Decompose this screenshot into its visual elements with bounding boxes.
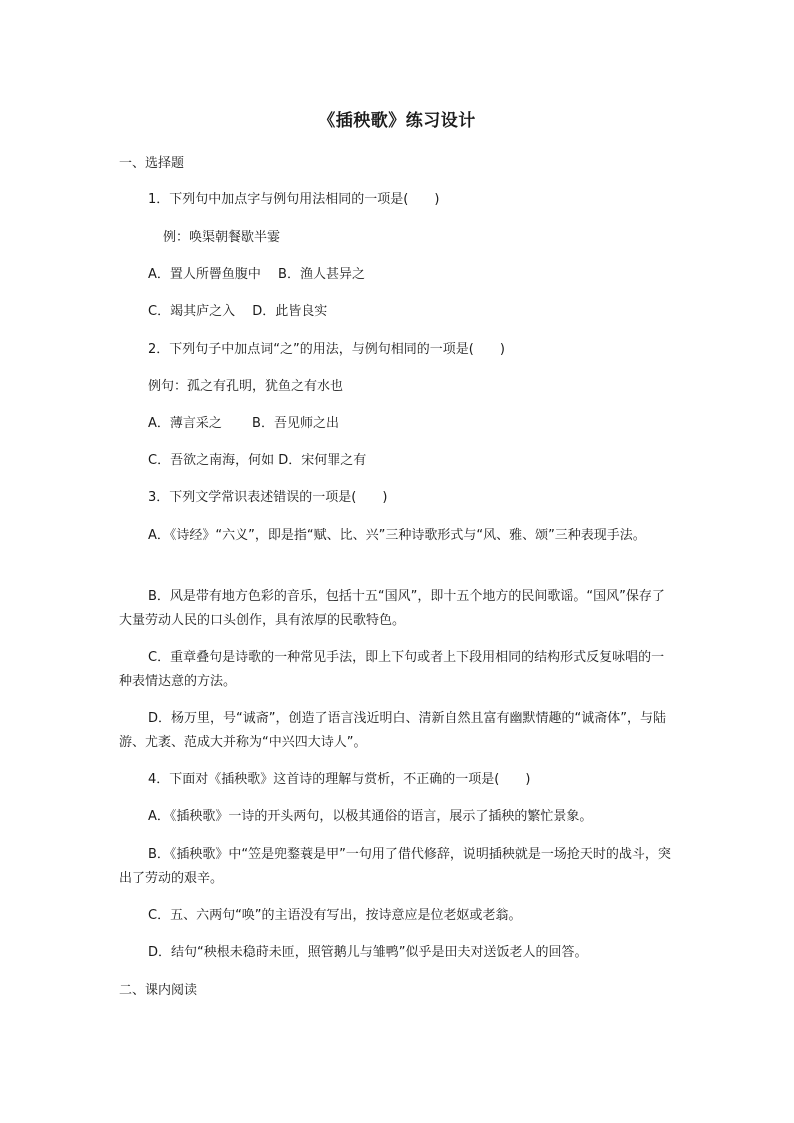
question-4-option-c: C．五、六两句“唤”的主语没有写出，按诗意应是位老妪或老翁。 bbox=[148, 908, 522, 923]
page-title: 《插秧歌》练习设计 bbox=[318, 111, 476, 131]
question-3-option-c: C．重章叠句是诗歌的一种常见手法，即上下句或者上下段用相同的结构形式反复咏唱的一种表情达意的方法。 bbox=[119, 650, 665, 689]
question-3-option-d: D．杨万里，号“诚斋”，创造了语言浅近明白、清新自然且富有幽默情趣的“诚斋体”，与陆游、尤袤、范成大并称为“中兴四大诗人”。 bbox=[119, 711, 666, 750]
section-heading-reading: 二、课内阅读 bbox=[119, 983, 198, 998]
question-3-option-b: B．风是带有地方色彩的音乐，包括十五“国风”，即十五个地方的民间歌谣。“国风”保存了大量劳动人民的口头创作，具有浓厚的民歌特色。 bbox=[119, 589, 665, 628]
question-1-options-ab: A．置人所罾鱼腹中 B．渔人甚异之 bbox=[148, 267, 365, 282]
question-2-options-ab: A．薄言采之 B．吾见师之出 bbox=[148, 416, 339, 431]
question-3-stem: 3．下列文学常识表述错误的一项是( ) bbox=[148, 490, 388, 505]
question-3-option-a: A．《诗经》“六义”，即是指“赋、比、兴”三种诗歌形式与“风、雅、颂”三种表现手法。 bbox=[148, 528, 646, 543]
question-1-stem: 1．下列句中加点字与例句用法相同的一项是( ) bbox=[148, 192, 440, 207]
question-2-example: 例句：孤之有孔明，犹鱼之有水也 bbox=[148, 379, 344, 394]
question-4-stem: 4．下面对《插秧歌》这首诗的理解与赏析，不正确的一项是( ) bbox=[148, 772, 531, 787]
question-4-option-b: B．《插秧歌》中“笠是兜鍪蓑是甲”一句用了借代修辞，说明插秧就是一场抢天时的战斗，突出了劳动的艰辛。 bbox=[119, 847, 671, 886]
section-heading-choice: 一、选择题 bbox=[119, 156, 185, 171]
question-4-option-d: D．结句“秧根未稳莳未匝，照管鹅儿与雏鸭”似乎是田夫对送饭老人的回答。 bbox=[148, 945, 588, 960]
question-4-option-a: A．《插秧歌》一诗的开头两句，以极其通俗的语言，展示了插秧的繁忙景象。 bbox=[148, 809, 593, 824]
question-2-options-cd: C．吾欲之南海，何如 D．宋何罪之有 bbox=[148, 453, 367, 468]
question-2-stem: 2．下列句子中加点词“之”的用法，与例句相同的一项是( ) bbox=[148, 342, 505, 357]
question-1-example: 例：唤渠朝餐歇半霎 bbox=[163, 230, 281, 245]
question-1-options-cd: C．竭其庐之入 D．此皆良实 bbox=[148, 304, 328, 319]
